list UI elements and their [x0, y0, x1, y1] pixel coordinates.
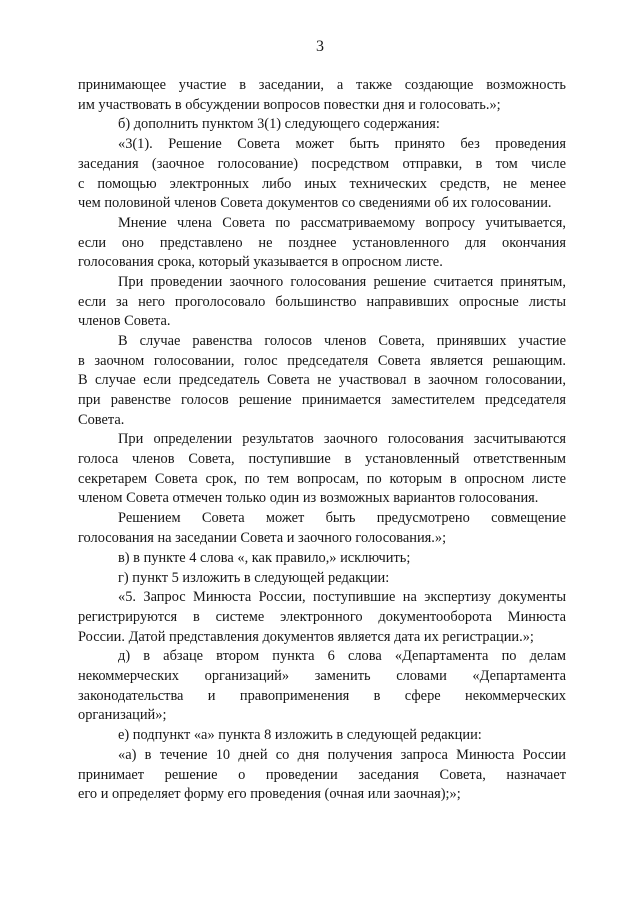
document-body: [78, 76, 566, 805]
text-line: д) в абзаце втором пункта 6 слова «Департамента по делам: [118, 648, 566, 665]
text-line: им участвовать в обсуждении вопросов повестки дня и голосовать.»;: [78, 96, 501, 113]
paragraph: [78, 273, 566, 332]
paragraph: [78, 569, 566, 589]
text-line: чем половиной членов Совета документов со сведениями об их голосовании.: [78, 195, 552, 212]
paragraph: [78, 135, 566, 213]
text-line: «а) в течение 10 дней со дня получения запроса Минюста России: [118, 747, 566, 764]
text-line: при равенстве голосов решение принимается заместителем председателя: [78, 391, 566, 408]
text-line: голоса членов Совета, поступившие в установленный ответственным: [78, 451, 566, 468]
text-line: в) в пункте 4 слова «, как правило,» исключить;: [118, 549, 411, 566]
text-line: секретарем Совета срок, по тем вопросам, по которым в опросном листе: [78, 470, 566, 487]
text-line: Совета.: [78, 411, 125, 428]
text-line: В случае равенства голосов членов Совета, принявших участие: [118, 333, 566, 350]
paragraph: [78, 647, 566, 725]
text-line: его и определяет форму его проведения (очная или заочная);»;: [78, 786, 461, 803]
text-line: голосования на заседании Совета и заочного голосования.»;: [78, 529, 447, 546]
text-line: законодательства и правоприменения в сфере некоммерческих: [78, 687, 566, 704]
text-line: если оно представлено не позднее установленного для окончания: [78, 234, 566, 251]
text-line: «3(1). Решение Совета может быть принято без проведения: [118, 136, 566, 153]
paragraph: [78, 588, 566, 647]
text-line: организаций»;: [78, 707, 167, 724]
page-number: 3: [316, 38, 324, 55]
text-line: членов Совета.: [78, 313, 171, 330]
paragraph: [78, 332, 566, 430]
text-line: если за него проголосовало большинство направивших опросные листы: [78, 293, 566, 310]
text-line: При проведении заочного голосования решение считается принятым,: [118, 274, 566, 291]
text-line: При определении результатов заочного голосования засчитываются: [118, 431, 566, 448]
paragraph: [78, 76, 566, 115]
paragraph: [78, 509, 566, 548]
text-line: б) дополнить пунктом 3(1) следующего содержания:: [118, 116, 440, 133]
text-line: в заочном голосовании, голос председателя Совета является решающим.: [78, 352, 566, 369]
text-line: заседания (заочное голосование) посредством отправки, в том числе: [78, 155, 566, 172]
text-line: принимает решение о проведении заседания Совета, назначает: [78, 766, 566, 783]
text-line: «5. Запрос Минюста России, поступившие на экспертизу документы: [118, 589, 566, 606]
text-line: В случае если председатель Совета не участвовал в заочном голосовании,: [78, 372, 566, 389]
text-line: с помощью электронных либо иных технических средств, не менее: [78, 175, 566, 192]
paragraph: [78, 746, 566, 805]
text-line: Решением Совета может быть предусмотрено совмещение: [118, 510, 566, 527]
text-line: принимающее участие в заседании, а также создающие возможность: [78, 77, 566, 93]
paragraph: [78, 214, 566, 273]
text-line: е) подпункт «а» пункта 8 изложить в следующей редакции:: [118, 727, 482, 744]
text-line: некоммерческих организаций» заменить словами «Департамента: [78, 668, 566, 685]
text-line: г) пункт 5 изложить в следующей редакции:: [118, 569, 390, 586]
text-line: голосования срока, который указывается в опросном листе.: [78, 254, 443, 271]
text-line: России. Датой представления документов является дата их регистрации.»;: [78, 628, 534, 645]
paragraph: [78, 430, 566, 508]
text-line: Мнение члена Совета по рассматриваемому вопросу учитывается,: [118, 215, 566, 232]
paragraph: [78, 115, 566, 135]
paragraph: [78, 726, 566, 746]
paragraph: [78, 549, 566, 569]
text-line: регистрируются в системе электронного документооборота Минюста: [78, 609, 566, 625]
text-line: членом Совета отмечен только один из возможных вариантов голосования.: [78, 490, 539, 507]
